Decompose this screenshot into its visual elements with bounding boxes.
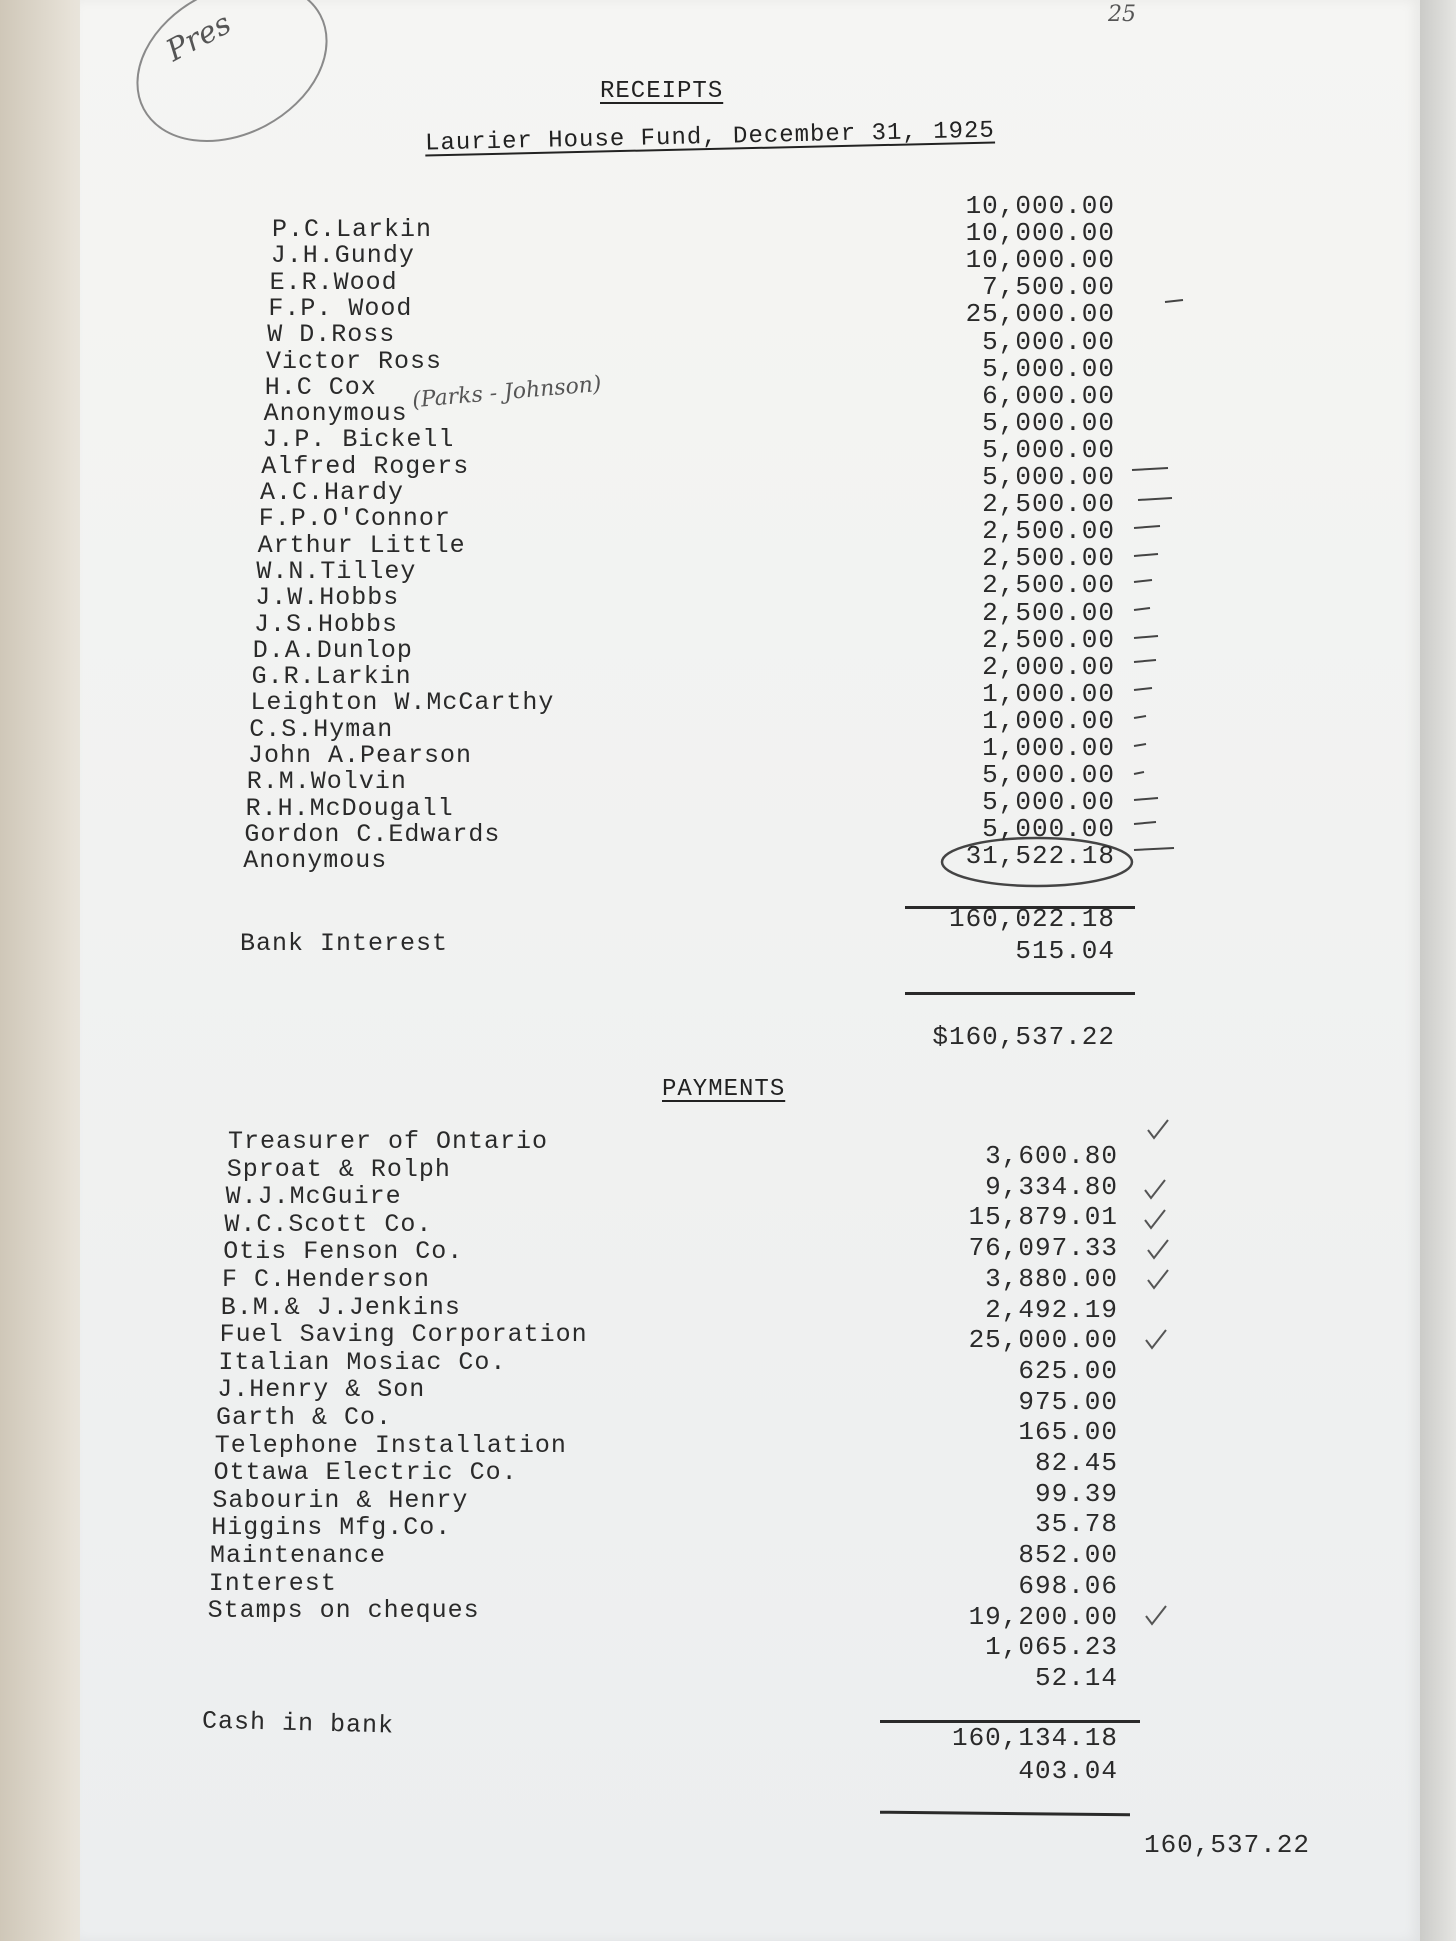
payment-amount: 3,880.00 bbox=[985, 1263, 1118, 1294]
dash-mark bbox=[1134, 772, 1144, 774]
receipt-amount: 6,000.00 bbox=[982, 380, 1115, 411]
receipt-amount: 1,000.00 bbox=[982, 678, 1115, 709]
payment-name: W.C.Scott Co. bbox=[224, 1209, 433, 1239]
check-mark bbox=[1145, 1210, 1165, 1228]
dash-mark bbox=[1134, 716, 1146, 718]
dash-mark bbox=[1134, 822, 1156, 824]
receipt-amount: 2,500.00 bbox=[982, 597, 1115, 628]
payment-name: Higgins Mfg.Co. bbox=[211, 1513, 452, 1543]
payment-name: Sproat & Rolph bbox=[226, 1154, 451, 1184]
payment-name: J.Henry & Son bbox=[217, 1375, 426, 1405]
payment-amount: 625.00 bbox=[1018, 1355, 1118, 1386]
receipt-name: W.N.Tilley bbox=[256, 556, 417, 586]
receipt-name: P.C.Larkin bbox=[272, 215, 433, 244]
receipt-amount: 2,500.00 bbox=[982, 516, 1115, 547]
payments-title: PAYMENTS bbox=[662, 1076, 786, 1103]
check-mark bbox=[1146, 1330, 1166, 1348]
receipt-amount: 2,500.00 bbox=[982, 489, 1115, 520]
receipt-amount: 5,000.00 bbox=[982, 462, 1115, 492]
receipt-name: W D.Ross bbox=[267, 320, 396, 350]
payment-name: Garth & Co. bbox=[216, 1403, 393, 1432]
payment-amount: 82.45 bbox=[1034, 1448, 1118, 1478]
dash-mark bbox=[1134, 660, 1156, 662]
receipt-name: G.R.Larkin bbox=[251, 662, 412, 692]
receipt-name: F.P.O'Connor bbox=[258, 504, 451, 534]
payment-amount: 165.00 bbox=[1018, 1417, 1118, 1448]
receipt-name: E.R.Wood bbox=[269, 267, 398, 297]
receipt-amount: 7,500.00 bbox=[982, 272, 1115, 303]
receipt-name: F.P. Wood bbox=[268, 293, 413, 323]
receipt-amount: 5,000.00 bbox=[982, 760, 1115, 791]
receipt-name: Gordon C.Edwards bbox=[244, 819, 501, 849]
cash-in-bank-label: Cash in bank bbox=[201, 1706, 395, 1741]
dash-mark bbox=[1134, 798, 1158, 800]
dash-mark bbox=[1134, 636, 1158, 638]
dash-mark bbox=[1134, 554, 1158, 556]
receipt-amount: 2,500.00 bbox=[982, 543, 1115, 574]
payment-name: Otis Fenson Co. bbox=[223, 1237, 464, 1267]
receipt-name: D.A.Dunlop bbox=[252, 635, 413, 665]
receipt-amount: 10,000.00 bbox=[965, 245, 1115, 276]
receipt-amount: 10,000.00 bbox=[965, 218, 1115, 249]
dash-mark bbox=[1134, 580, 1152, 582]
receipt-amount: 2,000.00 bbox=[982, 651, 1115, 682]
payment-amount: 698.06 bbox=[1018, 1570, 1118, 1601]
check-mark bbox=[1145, 1180, 1165, 1198]
receipt-amount: 2,500.00 bbox=[982, 570, 1115, 601]
receipt-name: J.W.Hobbs bbox=[255, 583, 400, 613]
receipt-amount: 2,500.00 bbox=[982, 624, 1115, 655]
document-subtitle: Laurier House Fund, December 31, 1925 bbox=[424, 117, 996, 158]
receipts-total: $160,537.22 bbox=[932, 1022, 1115, 1052]
payment-amount: 975.00 bbox=[1018, 1386, 1118, 1417]
dash-mark bbox=[1134, 744, 1146, 746]
check-mark bbox=[1146, 1606, 1166, 1624]
dash-mark bbox=[1134, 688, 1152, 690]
payment-amount: 2,492.19 bbox=[985, 1294, 1118, 1325]
dash-mark bbox=[1134, 848, 1174, 850]
check-mark bbox=[1148, 1240, 1168, 1258]
receipt-amount: 31,522.18 bbox=[965, 841, 1115, 872]
payments-subtotal: 160,134.18 bbox=[951, 1723, 1118, 1753]
receipt-amount: 5,000.00 bbox=[982, 407, 1115, 438]
payment-amount: 15,879.01 bbox=[968, 1202, 1118, 1233]
receipt-amount: 1,000.00 bbox=[982, 733, 1115, 763]
payment-name: Telephone Installation bbox=[214, 1430, 567, 1460]
payment-amount: 52.14 bbox=[1034, 1662, 1118, 1693]
receipt-amount: 5,000.00 bbox=[982, 787, 1115, 818]
receipt-amount: 1,000.00 bbox=[982, 705, 1115, 736]
payment-amount: 19,200.00 bbox=[968, 1601, 1118, 1632]
payment-amount: 3,600.80 bbox=[985, 1141, 1118, 1171]
receipt-amount: 25,000.00 bbox=[965, 299, 1115, 330]
payment-amount: 852.00 bbox=[1018, 1540, 1118, 1571]
receipt-name: Victor Ross bbox=[266, 346, 443, 376]
dash-mark bbox=[1132, 468, 1168, 470]
payment-name: Fuel Saving Corporation bbox=[219, 1320, 588, 1350]
payment-amount: 25,000.00 bbox=[968, 1325, 1118, 1356]
receipt-name: A.C.Hardy bbox=[260, 478, 405, 507]
payment-amount: 76,097.33 bbox=[968, 1233, 1118, 1264]
dash-mark bbox=[1134, 608, 1150, 610]
payment-name: Treasurer of Ontario bbox=[228, 1127, 549, 1156]
dash-mark bbox=[1165, 300, 1183, 302]
bank-interest-label: Bank Interest bbox=[240, 929, 449, 958]
receipts-subtotal: 160,022.18 bbox=[948, 904, 1115, 934]
payment-name: B.M.& J.Jenkins bbox=[220, 1292, 461, 1322]
receipt-name: C.S.Hyman bbox=[249, 714, 394, 744]
payment-name: Sabourin & Henry bbox=[212, 1485, 469, 1515]
dash-mark bbox=[1134, 526, 1160, 528]
receipt-amount: 10,000.00 bbox=[965, 191, 1115, 221]
payment-amount: 99.39 bbox=[1034, 1478, 1118, 1509]
receipt-name: R.M.Wolvin bbox=[246, 767, 407, 797]
receipt-amount: 5,000.00 bbox=[982, 326, 1115, 357]
payment-name: Maintenance bbox=[210, 1541, 387, 1570]
receipt-amount: 5,000.00 bbox=[982, 814, 1115, 845]
bank-interest-amount: 515.04 bbox=[1015, 936, 1115, 966]
receipt-amount: 5,000.00 bbox=[982, 434, 1115, 465]
receipts-title: RECEIPTS bbox=[600, 78, 724, 105]
receipt-name: Arthur Little bbox=[257, 530, 466, 560]
payment-amount: 9,334.80 bbox=[985, 1171, 1118, 1202]
receipt-name: Alfred Rogers bbox=[261, 451, 470, 481]
corner-note: Pres bbox=[160, 6, 237, 69]
receipt-name: J.P. Bickell bbox=[262, 425, 455, 455]
receipt-amount: 5,000.00 bbox=[982, 353, 1115, 384]
receipt-name: Anonymous bbox=[263, 399, 408, 429]
payments-total: 160,537.22 bbox=[1143, 1830, 1310, 1860]
receipt-name: R.H.McDougall bbox=[245, 793, 454, 823]
cash-in-bank-amount: 403.04 bbox=[1018, 1756, 1118, 1786]
payment-name: W.J.McGuire bbox=[225, 1182, 402, 1212]
check-mark bbox=[1148, 1270, 1168, 1288]
payment-name: Interest bbox=[208, 1568, 337, 1598]
receipt-name: Anonymous bbox=[243, 846, 388, 876]
payment-amount: 1,065.23 bbox=[985, 1632, 1118, 1663]
payment-name: F C.Henderson bbox=[222, 1265, 431, 1294]
dash-mark bbox=[1138, 498, 1172, 500]
check-mark bbox=[1148, 1120, 1168, 1138]
payment-amount: 35.78 bbox=[1034, 1509, 1118, 1540]
payment-name: Stamps on cheques bbox=[207, 1596, 480, 1626]
payment-name: Italian Mosiac Co. bbox=[218, 1347, 507, 1377]
receipt-name: H.C Cox bbox=[264, 372, 377, 402]
receipt-name: J.H.Gundy bbox=[270, 241, 415, 271]
top-right-note: 25 bbox=[1108, 2, 1136, 27]
receipt-name: Leighton W.McCarthy bbox=[250, 688, 555, 718]
receipt-name: John A.Pearson bbox=[248, 741, 473, 770]
receipt-name: J.S.Hobbs bbox=[254, 609, 399, 639]
anonymous-handwritten-note: (Parks - Johnson) bbox=[411, 371, 603, 414]
payment-name: Ottawa Electric Co. bbox=[213, 1458, 518, 1488]
